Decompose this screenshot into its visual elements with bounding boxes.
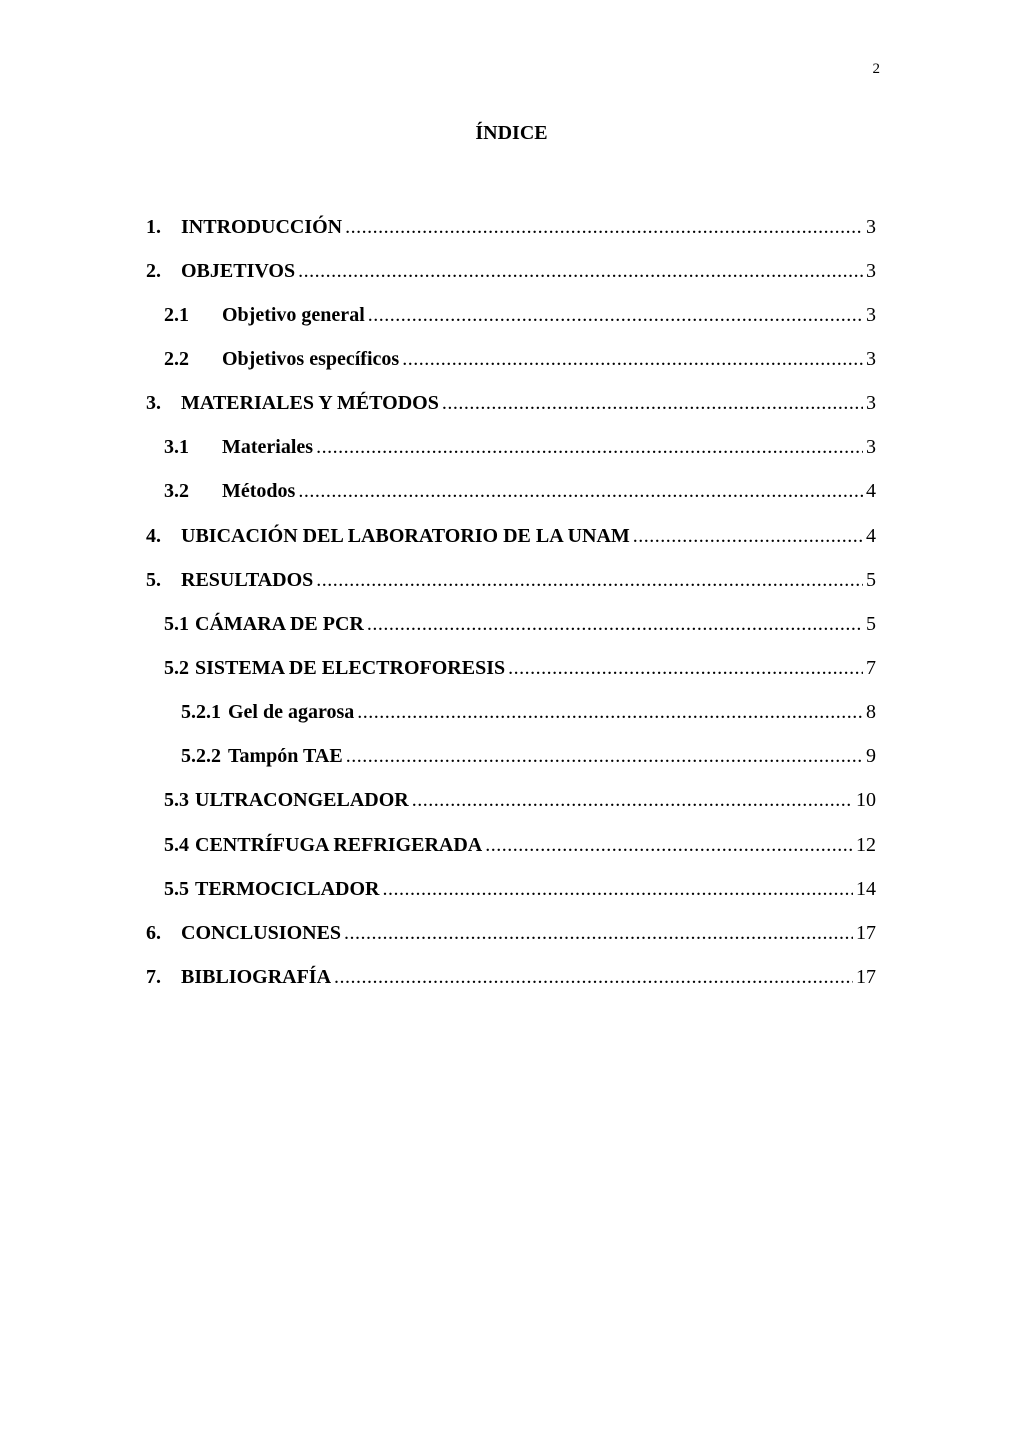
toc-entry-number: 5.4	[164, 834, 189, 856]
toc-entry-page: 5	[866, 569, 876, 591]
toc-entry-label: ULTRACONGELADOR	[195, 789, 409, 811]
toc-entry-number: 4.	[146, 525, 161, 547]
dot-leader	[508, 655, 863, 681]
toc-entry-objetivos[interactable]	[146, 258, 876, 284]
dot-leader	[345, 214, 863, 240]
toc-entry-label: TERMOCICLADOR	[195, 878, 380, 900]
toc-entry-ultracongelador[interactable]	[164, 787, 876, 813]
toc-entry-objetivo-general[interactable]	[164, 302, 876, 328]
toc-entry-page: 14	[856, 878, 876, 900]
toc-entry-sistema-electroforesis[interactable]	[164, 655, 876, 681]
toc-entry-conclusiones[interactable]	[146, 920, 876, 946]
dot-leader	[442, 390, 863, 416]
toc-entry-number: 5.5	[164, 878, 189, 900]
toc-entry-number: 2.2	[164, 348, 189, 370]
toc-entry-label: Objetivos específicos	[222, 348, 400, 370]
dot-leader	[298, 258, 863, 284]
toc-entry-label: Materiales	[222, 436, 314, 458]
page-number: 2	[872, 61, 880, 77]
toc-entry-page: 12	[856, 834, 876, 856]
toc-entry-label: Objetivo general	[222, 304, 365, 326]
toc-entry-page: 3	[866, 348, 876, 370]
toc-entry-page: 4	[866, 525, 876, 547]
toc-entry-page: 9	[866, 745, 876, 767]
toc-entry-label: CÁMARA DE PCR	[195, 613, 364, 635]
toc-entry-number: 5.	[146, 569, 161, 591]
toc-entry-page: 3	[866, 392, 876, 414]
toc-entry-page: 3	[866, 260, 876, 282]
toc-entry-label: OBJETIVOS	[181, 260, 296, 282]
dot-leader	[298, 478, 863, 504]
toc-entry-page: 5	[866, 613, 876, 635]
toc-entry-label: RESULTADOS	[181, 569, 314, 591]
dot-leader	[344, 920, 853, 946]
toc-entry-bibliografia[interactable]	[146, 964, 876, 990]
toc-entry-resultados[interactable]	[146, 567, 876, 593]
dot-leader	[357, 699, 863, 725]
toc-entry-page: 8	[866, 701, 876, 723]
toc-entry-label: SISTEMA DE ELECTROFORESIS	[195, 657, 506, 679]
dot-leader	[633, 523, 863, 549]
toc-entry-page: 3	[866, 436, 876, 458]
toc-entry-introduccion[interactable]	[146, 214, 876, 240]
toc-entry-termociclador[interactable]	[164, 876, 876, 902]
toc-entry-number: 3.2	[164, 480, 189, 502]
dot-leader	[316, 434, 863, 460]
dot-leader	[368, 302, 863, 328]
dot-leader	[367, 611, 863, 637]
toc-entry-number: 3.1	[164, 436, 189, 458]
toc-entry-number: 6.	[146, 922, 161, 944]
toc-entry-number: 7.	[146, 966, 161, 988]
dot-leader	[346, 743, 863, 769]
toc-entry-label: Métodos	[222, 480, 296, 502]
toc-title: ÍNDICE	[475, 122, 548, 144]
toc-entry-page: 3	[866, 216, 876, 238]
toc-entry-objetivos-especificos[interactable]	[164, 346, 876, 372]
toc-entry-number: 5.2.1	[181, 701, 221, 723]
toc-entry-label: CENTRÍFUGA REFRIGERADA	[195, 834, 483, 856]
toc-entry-materiales-y-metodos[interactable]	[146, 390, 876, 416]
toc-entry-number: 3.	[146, 392, 161, 414]
toc-entry-page: 7	[866, 657, 876, 679]
toc-entry-number: 2.1	[164, 304, 189, 326]
dot-leader	[382, 876, 853, 902]
toc-entry-label: Gel de agarosa	[228, 701, 355, 723]
toc-entry-label: BIBLIOGRAFÍA	[181, 966, 332, 988]
toc-entry-page: 4	[866, 480, 876, 502]
toc-entry-materiales[interactable]	[164, 434, 876, 460]
toc-entry-page: 17	[856, 966, 876, 988]
toc-entry-metodos[interactable]	[164, 478, 876, 504]
toc-entry-label: Tampón TAE	[228, 745, 343, 767]
toc-entry-camara-pcr[interactable]	[164, 611, 876, 637]
dot-leader	[402, 346, 863, 372]
dot-leader	[412, 787, 853, 813]
toc-entry-number: 5.2.2	[181, 745, 221, 767]
toc-entry-ubicacion-laboratorio[interactable]	[146, 523, 876, 549]
toc-entry-centrifuga-refrigerada[interactable]	[164, 832, 876, 858]
toc-entry-gel-agarosa[interactable]	[181, 699, 876, 725]
dot-leader	[485, 832, 853, 858]
dot-leader	[334, 964, 853, 990]
toc-entry-label: UBICACIÓN DEL LABORATORIO DE LA UNAM	[181, 525, 630, 547]
toc-entry-label: CONCLUSIONES	[181, 922, 342, 944]
toc-entry-label: MATERIALES Y MÉTODOS	[181, 392, 439, 414]
toc-entry-number: 5.3	[164, 789, 189, 811]
toc-entry-number: 5.2	[164, 657, 189, 679]
toc-entry-page: 3	[866, 304, 876, 326]
dot-leader	[316, 567, 863, 593]
toc-entry-number: 2.	[146, 260, 161, 282]
toc-entry-label: INTRODUCCIÓN	[181, 216, 343, 238]
toc-entry-page: 17	[856, 922, 876, 944]
toc-entry-page: 10	[856, 789, 876, 811]
toc-entry-tampon-tae[interactable]	[181, 743, 876, 769]
toc-entry-number: 5.1	[164, 613, 189, 635]
toc-entry-number: 1.	[146, 216, 161, 238]
